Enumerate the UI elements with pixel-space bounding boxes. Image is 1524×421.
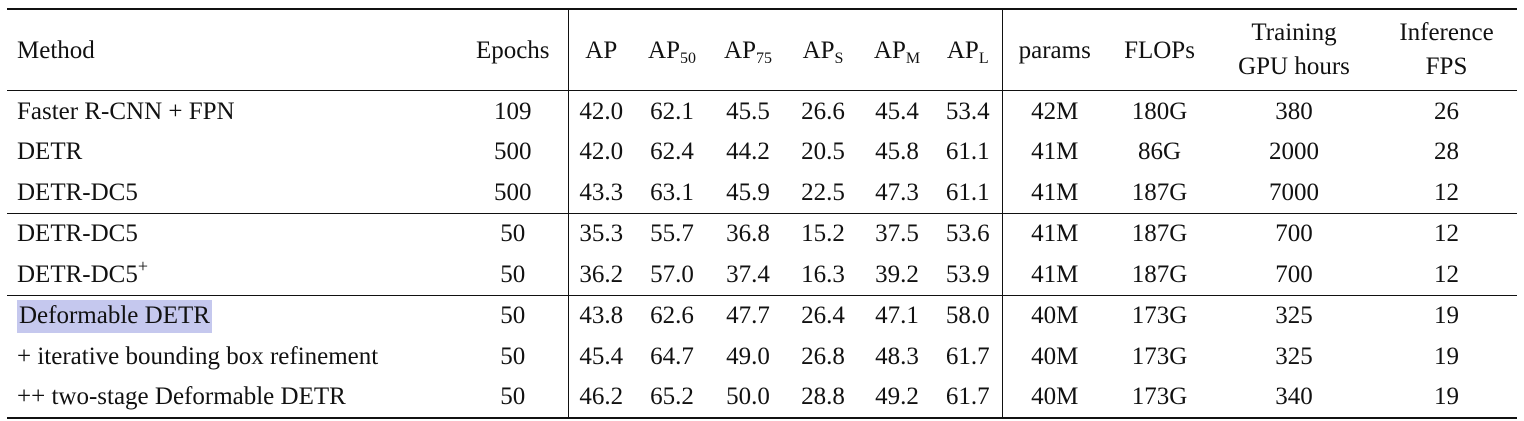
cell-method — [7, 91, 458, 132]
cell-epochs: 50 — [458, 295, 568, 336]
cell-epochs: 109 — [494, 97, 532, 125]
cell-apl: 61.7 — [934, 377, 1002, 419]
cell-ap75: 37.4 — [726, 260, 770, 288]
cell-apm: 45.4 — [875, 97, 919, 125]
cell-fps: 19 — [1434, 342, 1459, 370]
cell-aps: 15.2 — [786, 213, 860, 254]
cell-apm: 45.8 — [875, 138, 919, 166]
cell-ap75: 36.8 — [710, 213, 786, 254]
cell-apm: 49.2 — [860, 377, 934, 419]
cell-params: 41M — [1002, 132, 1107, 173]
cell-apl: 61.7 — [945, 342, 990, 370]
header-method: Method — [7, 9, 458, 91]
cell-aps: 16.3 — [801, 260, 845, 288]
cell-apm: 39.2 — [875, 260, 919, 288]
cell-ap50: 62.1 — [650, 97, 694, 125]
cell-flops: 173G — [1107, 377, 1212, 419]
cell-flops: 86G — [1137, 138, 1182, 166]
cell-fps: 19 — [1376, 377, 1517, 419]
cell-flops: 187G — [1131, 178, 1188, 206]
header-inference-fps: Inference FPS — [1376, 9, 1517, 91]
cell-apm: 37.5 — [860, 213, 934, 254]
header-aps: $AP_S$ — [786, 9, 860, 91]
cell-ap50: 64.7 — [650, 342, 694, 370]
cell-params: 41M — [1002, 254, 1107, 295]
cell-ap: 45.4 — [568, 336, 634, 377]
cell-gpu-hours: 2000 — [1269, 138, 1319, 166]
method-label: Deformable DETR — [17, 300, 212, 333]
cell-aps: 26.4 — [786, 295, 860, 336]
cell-flops: 173G — [1107, 295, 1212, 336]
method-label: Faster R-CNN + FPN — [17, 97, 235, 125]
table-row — [7, 377, 1517, 419]
cell-method — [7, 213, 458, 254]
cell-apm: 47.1 — [860, 295, 934, 336]
cell-method — [7, 377, 458, 419]
cell-ap75: 49.0 — [726, 342, 770, 370]
cell-flops: 187G — [1107, 213, 1212, 254]
results-table — [7, 8, 1517, 419]
cell-ap50: 55.7 — [634, 213, 710, 254]
cell-apl: 53.6 — [934, 213, 1002, 254]
cell-aps: 28.8 — [786, 377, 860, 419]
header-ap: AP — [568, 9, 634, 91]
cell-ap: 42.0 — [568, 91, 634, 132]
table-row — [7, 213, 1517, 254]
cell-ap: 46.2 — [568, 377, 634, 419]
header-ap75: $AP_{75}$ — [710, 9, 786, 91]
header-row — [7, 9, 1517, 91]
cell-method — [7, 295, 458, 336]
cell-gpu-hours: 380 — [1275, 97, 1313, 125]
cell-gpu-hours: 340 — [1212, 377, 1376, 419]
cell-method — [7, 254, 458, 295]
cell-ap75: 45.5 — [726, 97, 770, 125]
cell-ap75: 47.7 — [710, 295, 786, 336]
cell-params: 41M — [1002, 172, 1107, 213]
cell-apm: 47.3 — [875, 178, 919, 206]
table-body — [7, 91, 1517, 419]
cell-fps: 28 — [1434, 138, 1459, 166]
header-apl: $AP_L$ — [934, 9, 1002, 91]
method-label: DETR-DC5 — [17, 178, 138, 206]
cell-method — [7, 132, 458, 173]
cell-params: 41M — [1002, 213, 1107, 254]
table-row — [7, 254, 1517, 295]
cell-ap: 36.2 — [568, 254, 634, 295]
cell-aps: 20.5 — [801, 138, 845, 166]
cell-params: 40M — [1002, 377, 1107, 419]
header-epochs: Epochs — [458, 9, 568, 91]
cell-params: 42M — [1002, 91, 1107, 132]
table-row — [7, 336, 1517, 377]
cell-gpu-hours: 700 — [1212, 213, 1376, 254]
cell-epochs: 50 — [458, 213, 568, 254]
cell-apl: 61.1 — [945, 178, 990, 206]
table-row — [7, 132, 1517, 173]
cell-aps: 26.8 — [801, 342, 845, 370]
cell-gpu-hours: 700 — [1275, 260, 1313, 288]
header-params: params — [1002, 9, 1107, 91]
header-training-gpu-hours: Training GPU hours — [1212, 9, 1376, 91]
method-label: + iterative bounding box refinement — [17, 342, 379, 370]
method-label: ++ two-stage Deformable DETR — [17, 383, 346, 411]
cell-epochs: 50 — [500, 260, 526, 288]
cell-ap50: 62.4 — [650, 138, 694, 166]
cell-epochs: 500 — [494, 178, 532, 206]
cell-fps: 26 — [1434, 97, 1459, 125]
cell-ap75: 45.9 — [726, 178, 770, 206]
cell-ap: 35.3 — [568, 213, 634, 254]
table-row — [7, 172, 1517, 213]
header-apm: $AP_M$ — [860, 9, 934, 91]
cell-aps: 22.5 — [801, 178, 845, 206]
table-row — [7, 91, 1517, 132]
cell-apm: 48.3 — [875, 342, 919, 370]
cell-fps: 19 — [1376, 295, 1517, 336]
cell-ap: 43.8 — [568, 295, 634, 336]
method-label: DETR-DC5 — [17, 260, 138, 288]
cell-epochs: 500 — [494, 138, 532, 166]
cell-flops: 187G — [1131, 260, 1188, 288]
cell-params: 40M — [1002, 295, 1107, 336]
cell-ap75: 50.0 — [710, 377, 786, 419]
cell-apl: 53.9 — [945, 260, 990, 288]
table-row — [7, 295, 1517, 336]
cell-ap: 43.3 — [568, 172, 634, 213]
cell-ap50: 63.1 — [650, 178, 694, 206]
cell-apl: 58.0 — [934, 295, 1002, 336]
method-superscript: + — [137, 255, 148, 276]
cell-gpu-hours: 325 — [1212, 295, 1376, 336]
cell-fps: 12 — [1376, 213, 1517, 254]
cell-ap50: 65.2 — [634, 377, 710, 419]
cell-aps: 26.6 — [801, 97, 845, 125]
cell-apl: 53.4 — [945, 97, 990, 125]
cell-gpu-hours: 7000 — [1269, 178, 1319, 206]
cell-ap50: 62.6 — [634, 295, 710, 336]
cell-ap50: 57.0 — [650, 260, 694, 288]
cell-gpu-hours: 325 — [1275, 342, 1313, 370]
cell-params: 40M — [1002, 336, 1107, 377]
cell-flops: 180G — [1131, 97, 1188, 125]
cell-method — [7, 172, 458, 213]
cell-fps: 12 — [1434, 178, 1459, 206]
method-label: DETR — [17, 138, 83, 166]
cell-fps: 12 — [1434, 260, 1459, 288]
method-label: DETR-DC5 — [17, 220, 138, 248]
cell-flops: 173G — [1131, 342, 1188, 370]
cell-epochs: 50 — [458, 377, 568, 419]
cell-ap: 42.0 — [568, 132, 634, 173]
header-ap50: $AP_{50}$ — [634, 9, 710, 91]
cell-ap75: 44.2 — [726, 138, 770, 166]
cell-apl: 61.1 — [945, 138, 990, 166]
cell-method — [7, 336, 458, 377]
cell-epochs: 50 — [500, 342, 526, 370]
header-flops: FLOPs — [1107, 9, 1212, 91]
